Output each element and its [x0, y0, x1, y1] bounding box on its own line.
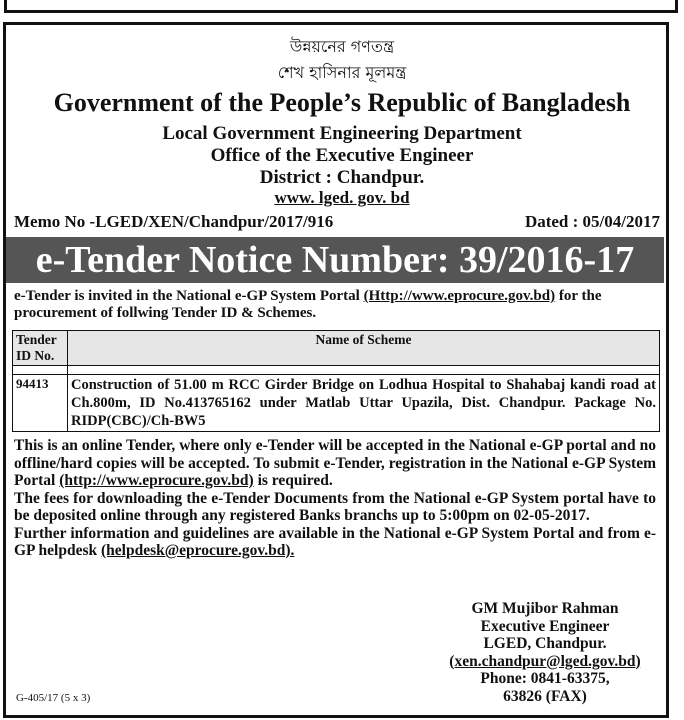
bangla-slogan-line-1: উন্নয়নের গণতন্ত্র [289, 37, 395, 56]
tender-instructions [14, 437, 656, 560]
column-tender-id: Tender ID No. [13, 331, 68, 366]
top-border-box [4, 0, 678, 13]
website-url[interactable]: www. lged. gov. bd [274, 188, 410, 207]
instruction-paragraph-3: Further information and guidelines are available in the National e-GP System Portal and from e-GP helpdesk (helpdesk@eprocure.gov.bd). [14, 524, 656, 559]
signatory-fax: 63826 (FAX) [503, 687, 587, 705]
eprocure-link[interactable]: (Http://www.eprocure.gov.bd) [363, 288, 556, 304]
scheme-name-cell: Construction of 51.00 m RCC Girder Bridge on Lodhua Hospital to Shahabaj kandi road at Ch.800m, ID No.413765162 under Matlab Uttar Upazila, Dist. Chandpur. Package No. RIDP(CBC)/Ch-BW5 [68, 375, 660, 432]
ad-code: G-405/17 (5 x 3) [16, 692, 91, 704]
tender-id-cell: 94413 [13, 375, 68, 432]
office-name: Office of the Executive Engineer [210, 145, 474, 166]
department-name: Local Government Engineering Department [162, 123, 522, 144]
bangla-slogan-line-2: শেখ হাসিনার মূলমন্ত্র [277, 63, 407, 82]
signatory-title: Executive Engineer [480, 617, 610, 635]
instruction-paragraph-1: This is an online Tender, where only e-Tender will be accepted in the National e-GP portal and no offline/hard copies will be accepted. To submit e-Tender, registration in the National e-GP System Portal (http://www.eprocure.gov.bd) is required. [14, 437, 656, 489]
column-scheme-name: Name of Scheme [68, 331, 660, 366]
instruction-paragraph-2: The fees for downloading the e-Tender Documents from the National e-GP System portal have to be deposited online through any registered Banks branchs up to 5:00pm on 02-05-2017. [14, 489, 656, 524]
table-spacer [13, 366, 660, 375]
table-row [13, 375, 660, 432]
helpdesk-email-link[interactable]: (helpdesk@eprocure.gov.bd). [101, 542, 295, 559]
signatory-phone: Phone: 0841-63375, [480, 670, 610, 687]
eprocure-link-2[interactable]: (http://www.eprocure.gov.bd) [59, 472, 254, 489]
tender-table [12, 330, 660, 432]
signatory-email-link[interactable]: (xen.chandpur@lged.gov.bd) [449, 652, 641, 670]
table-header-row [13, 331, 660, 366]
dated: Dated : 05/04/2017 [524, 212, 660, 231]
memo-number: Memo No -LGED/XEN/Chandpur/2017/916 [14, 212, 334, 231]
notice-title-banner: e-Tender Notice Number: 39/2016-17 [6, 237, 664, 283]
signatory-office: LGED, Chandpur. [483, 635, 607, 652]
signature-block [436, 600, 654, 705]
government-title: Government of the People’s Republic of Bangladesh [53, 88, 631, 117]
intro-paragraph: e-Tender is invited in the National e-GP System Portal (Http://www.eprocure.gov.bd) for the procurement of follwing Tender ID & Schemes. [14, 288, 602, 321]
district-name: District : Chandpur. [259, 167, 425, 188]
signatory-name: GM Mujibor Rahman [471, 600, 619, 617]
